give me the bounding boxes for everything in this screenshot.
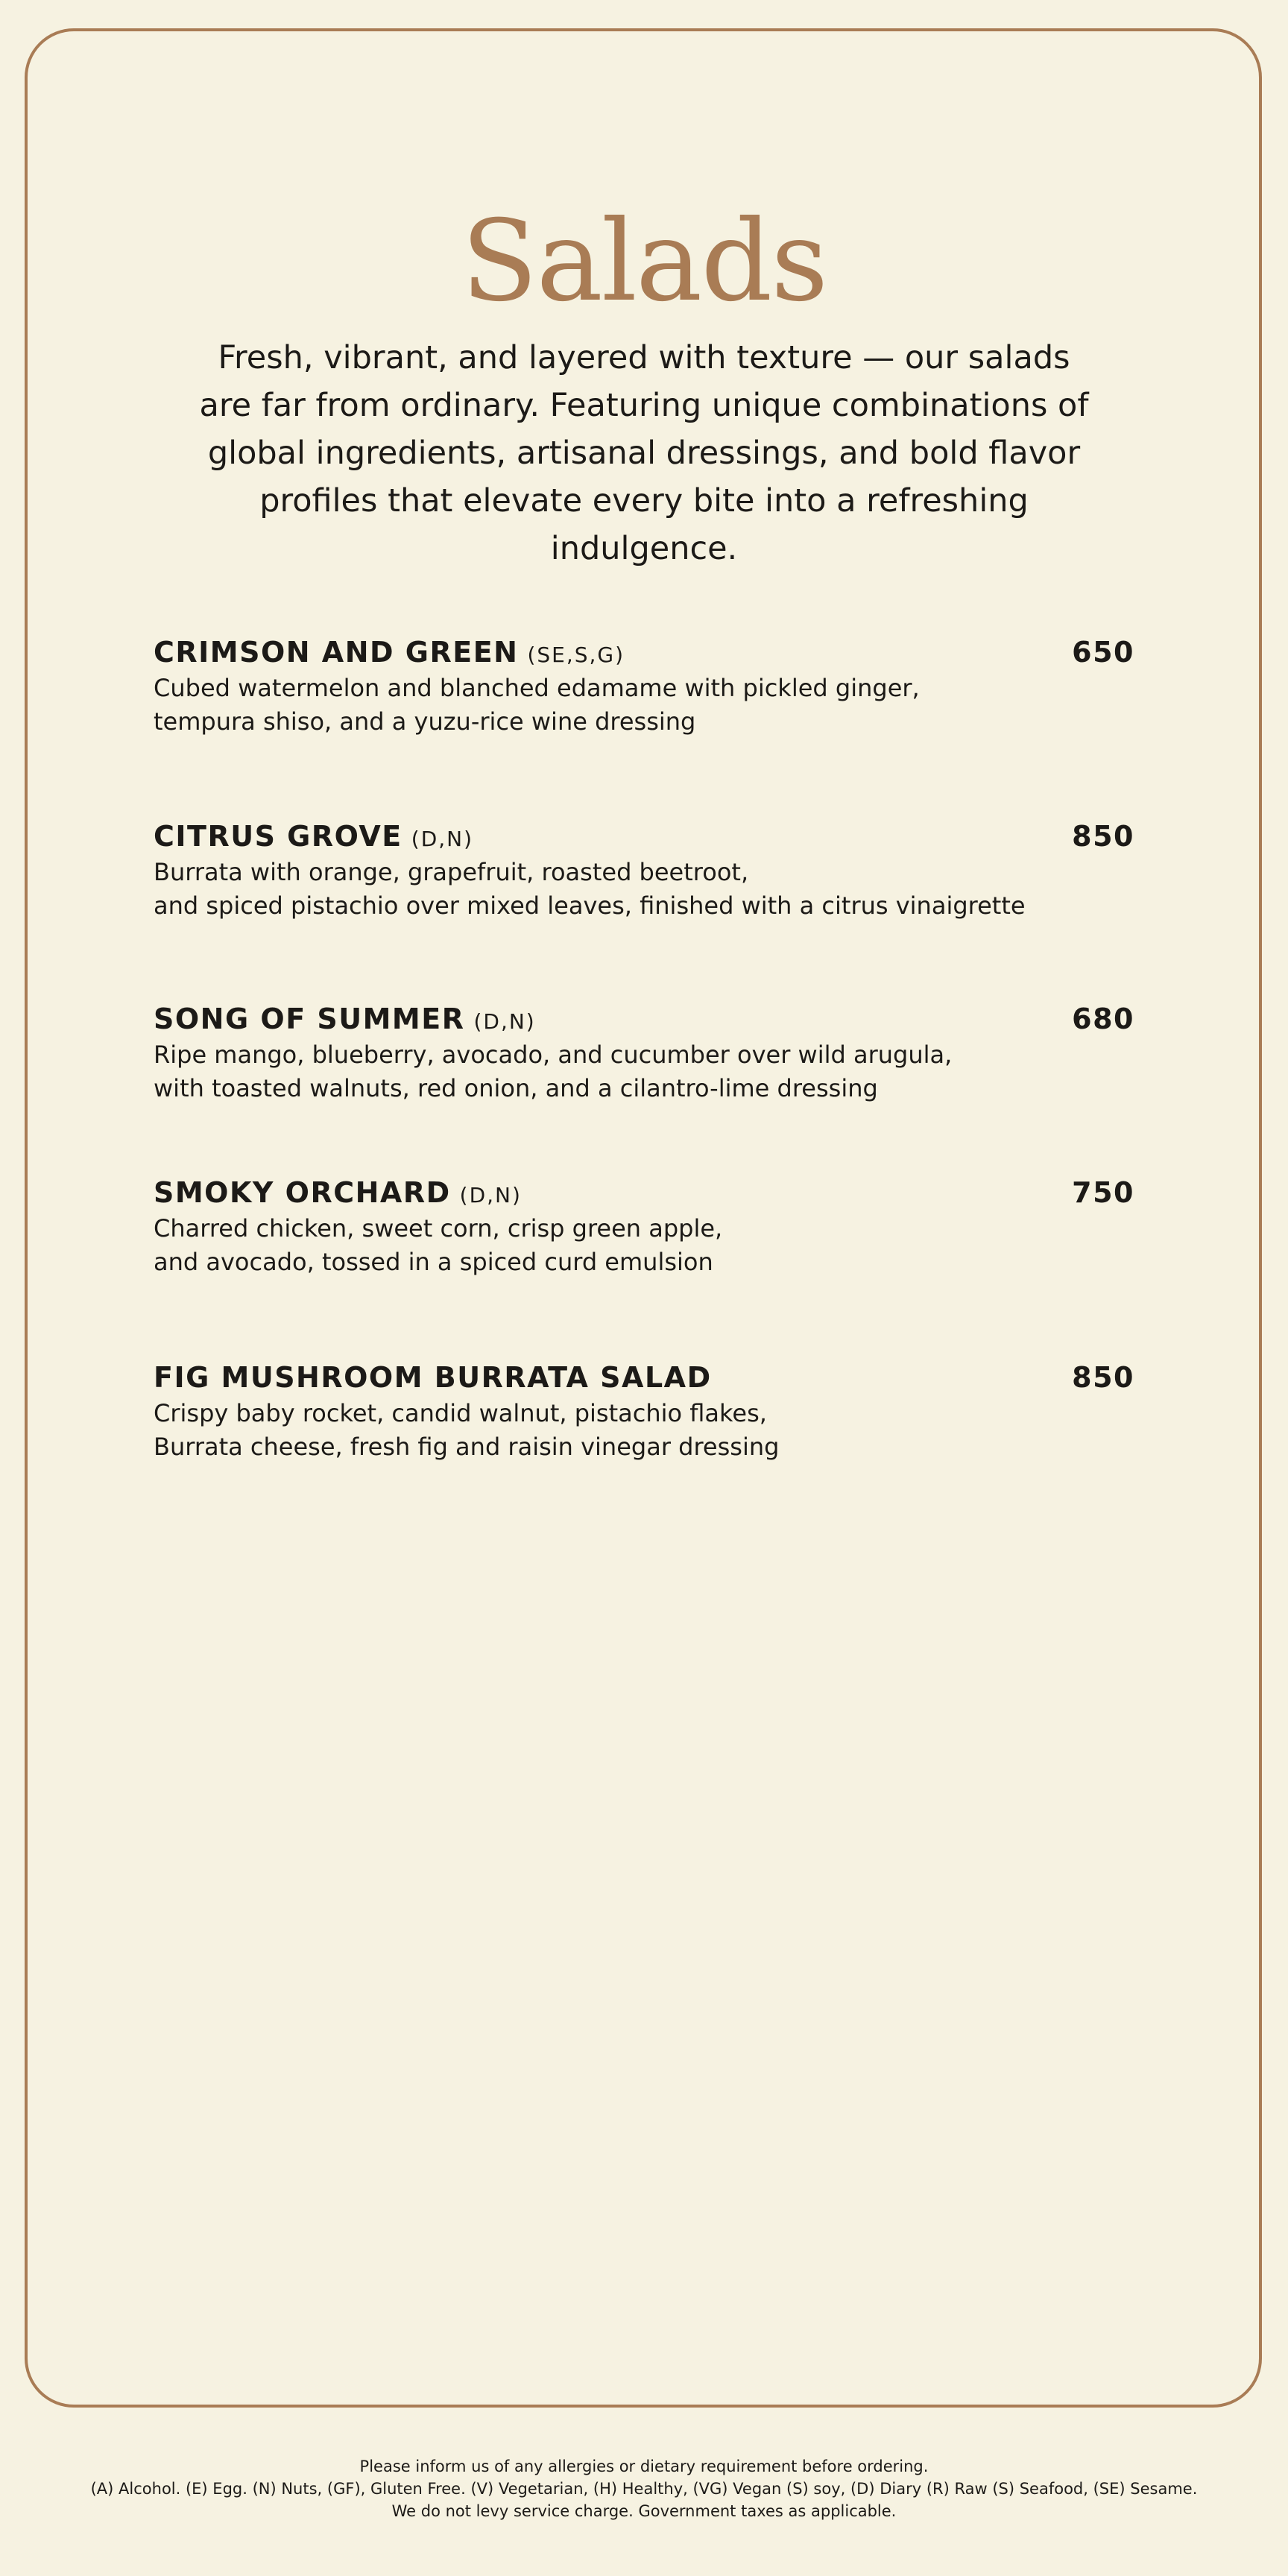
item-description-line: tempura shiso, and a yuzu-rice wine dressing: [154, 707, 696, 736]
item-dietary-tags: (D,N): [473, 1009, 536, 1034]
footer-tax-note: We do not levy service charge. Government taxes as applicable.: [391, 2502, 897, 2520]
item-description-line: Crispy baby rocket, candid walnut, pistachio flakes,: [154, 1399, 767, 1427]
item-name: FIG MUSHROOM BURRATA SALAD: [154, 1361, 712, 1394]
footer-notes: [0, 2455, 1288, 2522]
menu-item-song-of-summer: [154, 997, 1134, 1105]
item-name: CITRUS GROVE: [154, 820, 402, 853]
item-description: [154, 1038, 1134, 1105]
item-description: [154, 1397, 1134, 1464]
item-name: CRIMSON AND GREEN: [154, 636, 519, 669]
item-description: [154, 1212, 1134, 1279]
item-price: 750: [1072, 1176, 1134, 1209]
item-name: SONG OF SUMMER: [154, 1003, 465, 1035]
menu-item-crimson-and-green: [154, 630, 1134, 739]
item-description-line: with toasted walnuts, red onion, and a cilantro-lime dressing: [154, 1074, 878, 1102]
menu-item-fig-mushroom-burrata-salad: [154, 1355, 1134, 1464]
item-price: 680: [1072, 1003, 1134, 1035]
item-price: 850: [1072, 1361, 1134, 1394]
item-description: [154, 856, 1134, 923]
item-description-line: Charred chicken, sweet corn, crisp green apple,: [154, 1214, 723, 1243]
footer-allergy-note: Please inform us of any allergies or dietary requirement before ordering.: [359, 2457, 929, 2475]
item-description: [154, 672, 1134, 739]
item-dietary-tags: (D,N): [459, 1183, 522, 1208]
item-description-line: Ripe mango, blueberry, avocado, and cucumber over wild arugula,: [154, 1041, 953, 1069]
item-description-line: and spiced pistachio over mixed leaves, finished with a citrus vinaigrette: [154, 891, 1026, 920]
item-description-line: Burrata with orange, grapefruit, roasted beetroot,: [154, 858, 749, 886]
item-dietary-tags: (D,N): [411, 827, 474, 851]
item-name: SMOKY ORCHARD: [154, 1176, 451, 1209]
page-title: Salads: [461, 196, 827, 326]
footer-dietary-legend: (A) Alcohol. (E) Egg. (N) Nuts, (GF), Gluten Free. (V) Vegetarian, (H) Healthy, (VG) Vegan (S) soy, (D) Diary (R) Raw (S) Seafood, (SE) Sesame.: [90, 2480, 1198, 2498]
intro-paragraph: Fresh, vibrant, and layered with texture — our salads are far from ordinary. Featuring unique combinations of global ingredients, artisanal dressings, and bold flavor profiles that elevate every bite into a refreshing indulgence.: [199, 339, 1089, 567]
item-description-line: Cubed watermelon and blanched edamame with pickled ginger,: [154, 674, 920, 702]
menu-item-citrus-grove: [154, 814, 1134, 923]
item-dietary-tags: (SE,S,G): [527, 643, 625, 667]
item-description-line: and avocado, tossed in a spiced curd emulsion: [154, 1248, 713, 1276]
item-price: 850: [1072, 820, 1134, 853]
item-price: 650: [1072, 636, 1134, 669]
item-description-line: Burrata cheese, fresh fig and raisin vinegar dressing: [154, 1433, 780, 1461]
menu-item-smoky-orchard: [154, 1170, 1134, 1279]
